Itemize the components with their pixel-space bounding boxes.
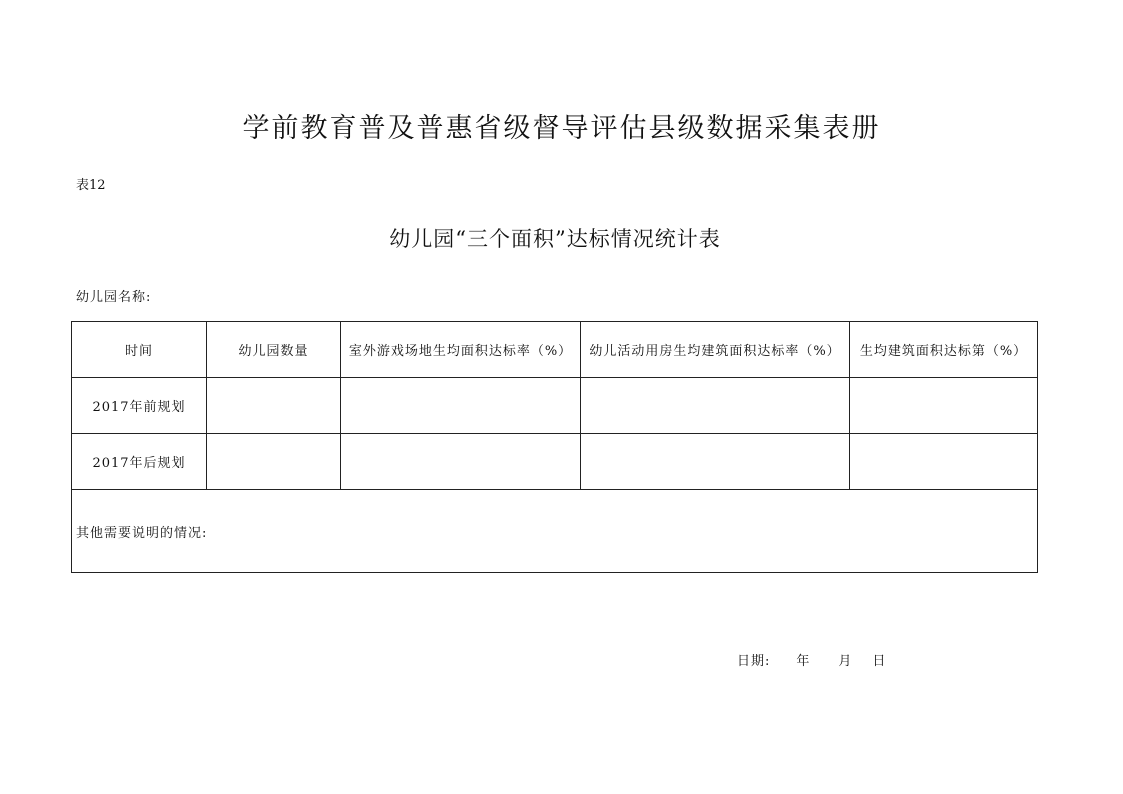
table-row: [72, 378, 1038, 434]
notes-label: 其他需要说明的情况:: [76, 525, 208, 541]
column-header-time: 时间: [72, 322, 207, 378]
table-cell[interactable]: [207, 378, 341, 434]
notes-row: [72, 490, 1038, 573]
table-cell[interactable]: [850, 434, 1038, 490]
day-label: 日: [872, 654, 887, 669]
column-header-building-area-rate: 生均建筑面积达标第（%）: [850, 322, 1038, 378]
row-label-before-2017: 2017年前规划: [72, 378, 207, 434]
table-cell[interactable]: [581, 434, 850, 490]
table-header-row: [72, 322, 1038, 378]
table-cell[interactable]: [341, 434, 581, 490]
sub-title: 幼儿园“三个面积”达标情况统计表: [389, 227, 721, 251]
statistics-table: [71, 321, 1038, 573]
year-label: 年: [796, 654, 811, 669]
date-line: [737, 650, 886, 669]
column-header-kindergarten-count: 幼儿园数量: [207, 322, 341, 378]
main-title: 学前教育普及普惠省级督导评估县级数据采集表册: [242, 113, 881, 144]
month-label: 月: [838, 654, 853, 669]
notes-cell[interactable]: [72, 490, 1038, 573]
table-cell[interactable]: [581, 378, 850, 434]
column-header-outdoor-area-rate: 室外游戏场地生均面积达标率（%）: [341, 322, 581, 378]
column-header-activity-room-area-rate: 幼儿活动用房生均建筑面积达标率（%）: [581, 322, 850, 378]
kindergarten-name-label: 幼儿园名称:: [76, 290, 152, 305]
row-label-after-2017: 2017年后规划: [72, 434, 207, 490]
date-label: 日期:: [737, 654, 771, 669]
table-row: [72, 434, 1038, 490]
table-cell[interactable]: [341, 378, 581, 434]
table-cell[interactable]: [850, 378, 1038, 434]
table-cell[interactable]: [207, 434, 341, 490]
table-number: 表12: [76, 178, 106, 193]
